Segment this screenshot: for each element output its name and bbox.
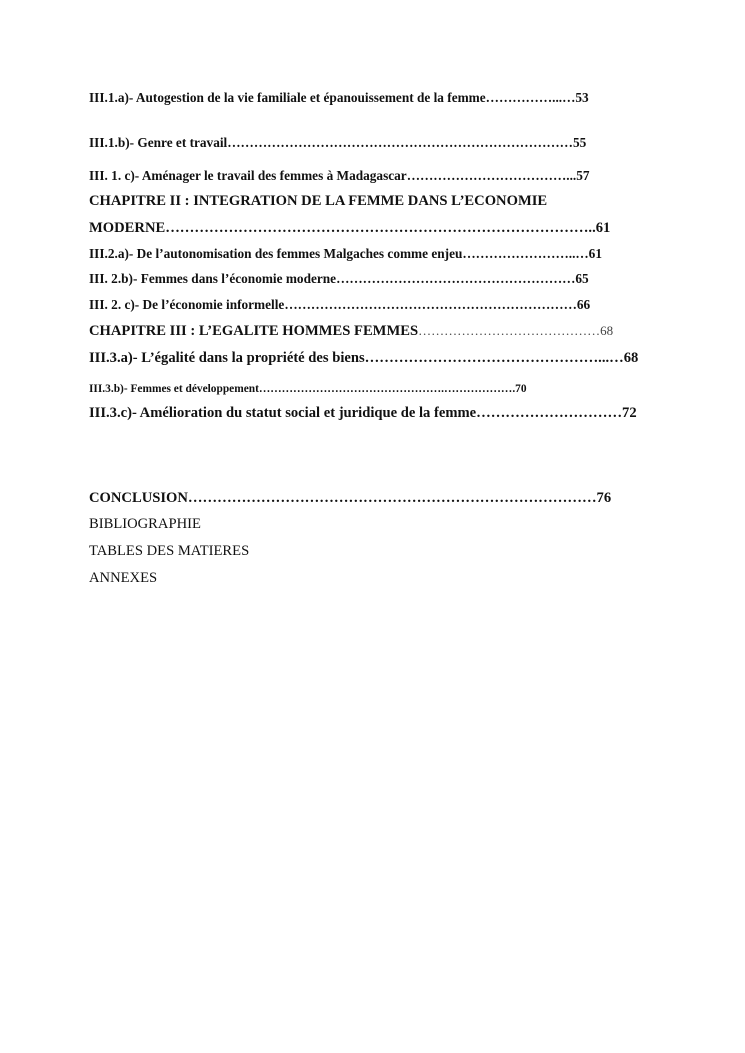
toc-bibliographie: BIBLIOGRAPHIE [89,516,201,532]
toc-conclusion: CONCLUSION…………………………………………………………………………76 [89,490,612,506]
toc-chapter-III [89,323,613,339]
toc-entry-III-2-c: III. 2. c)- De l’économie informelle…………………………………………………………66 [89,297,591,312]
toc-entry-III-1-c: III. 1. c)- Aménager le travail des femmes à Madagascar………………………………...57 [89,168,590,183]
toc-entry-III-3-a: III.3.a)- L’égalité dans la propriété des biens…………………………………………...…68 [89,350,639,366]
toc-entry-III-1-a: III.1.a)- Autogestion de la vie familiale et épanouissement de la femme……………...…53 [89,90,589,105]
toc-chapter-III-title: CHAPITRE III : L’EGALITE HOMMES FEMMES [89,323,419,339]
toc-entry-III-1-b: III.1.b)- Genre et travail……………………………………………………………………55 [89,135,587,150]
toc-entry-III-2-a: III.2.a)- De l’autonomisation des femmes Malgaches comme enjeu……………………..…61 [89,246,602,261]
toc-chapter-II-title-cont: MODERNE……………………………………………………………………………..61 [89,220,611,236]
toc-chapter-III-leader: ……………………………………68 [418,323,614,338]
toc-entry-III-3-c: III.3.c)- Amélioration du statut social et juridique de la femme…………………………72 [89,405,637,421]
toc-entry-III-2-b: III. 2.b)- Femmes dans l’économie moderne………………………………………………65 [89,271,589,286]
toc-tables-des-matieres: TABLES DES MATIERES [89,543,250,559]
toc-chapter-II-title: CHAPITRE II : INTEGRATION DE LA FEMME DANS L’ECONOMIE [89,193,548,209]
toc-annexes: ANNEXES [89,570,158,586]
toc-entry-III-3-b: III.3.b)- Femmes et développement………………………………………….……………….70 [89,383,527,395]
